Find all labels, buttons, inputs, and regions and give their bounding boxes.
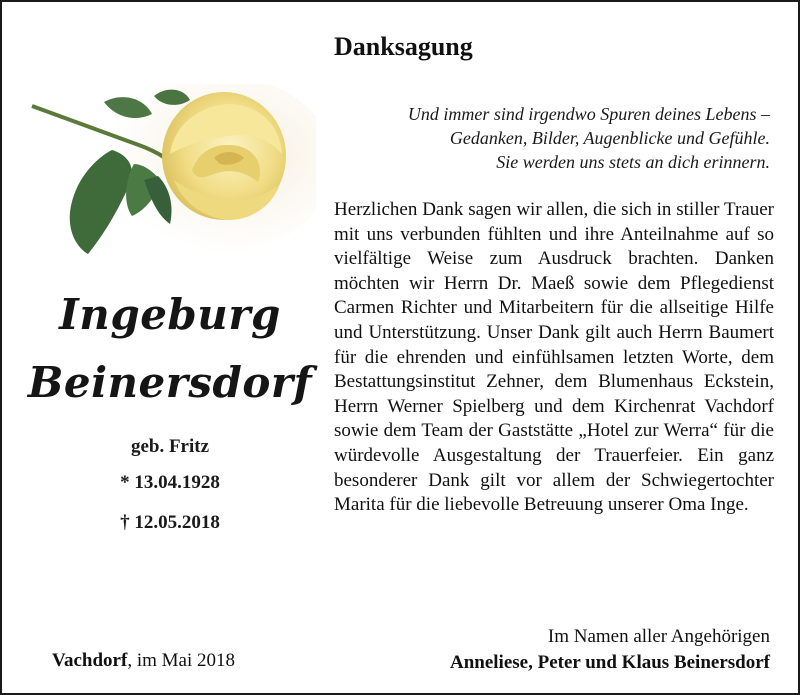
closing-signature	[450, 624, 770, 676]
poem-line: Und immer sind irgendwo Spuren deines Lebens –	[407, 104, 770, 124]
family-names: Anneliese, Peter und Klaus Beinersdorf	[449, 652, 770, 673]
rose-image	[24, 84, 316, 262]
deceased-first-name: Ingeburg	[59, 290, 281, 339]
place-date	[52, 650, 235, 672]
deceased-last-name: Beinersdorf	[27, 358, 313, 407]
poem-line: Gedanken, Bilder, Augenblicke und Gefühle.	[449, 128, 770, 148]
closing-line: Im Namen aller Angehörigen	[547, 626, 770, 647]
place-date-text: , im Mai 2018	[127, 650, 235, 671]
page-title: Danksagung	[334, 32, 473, 61]
birth-date: * 13.04.1928	[120, 472, 220, 493]
poem	[330, 102, 770, 174]
death-date: † 12.05.2018	[120, 512, 220, 533]
born-name: geb. Fritz	[130, 436, 210, 457]
thanks-text: Herzlichen Dank sagen wir allen, die sich in stiller Trauer mit uns verbunden fühlten und ihre Anteilnahme auf so vielfältige Weise zum Ausdruck brachten. Danken möchten wir Herrn Dr. Maeß sowie dem Pflegedienst Carmen Richter und Mitarbeitern für die allseitige Hilfe und Unterstützung. Unser Dank gilt auch Herrn Baumert für die ehrenden und einfühlsamen letzten Worte, dem Bestattungsinstitut Zehner, dem Blumenhaus Eckstein, Herrn Werner Spielberg und dem Kirchenrat Vachdorf sowie dem Team der Gaststätte „Hotel zur Werra“ für die würdevolle Ausgestaltung der Trauerfeier. Ein ganz besonderer Dank gilt vor allem der Schwiegertochter Marita für die liebevolle Betreuung unserer Oma Inge.	[334, 199, 774, 516]
place-town: Vachdorf	[52, 650, 128, 671]
poem-line: Sie werden uns stets an dich erinnern.	[496, 152, 770, 172]
